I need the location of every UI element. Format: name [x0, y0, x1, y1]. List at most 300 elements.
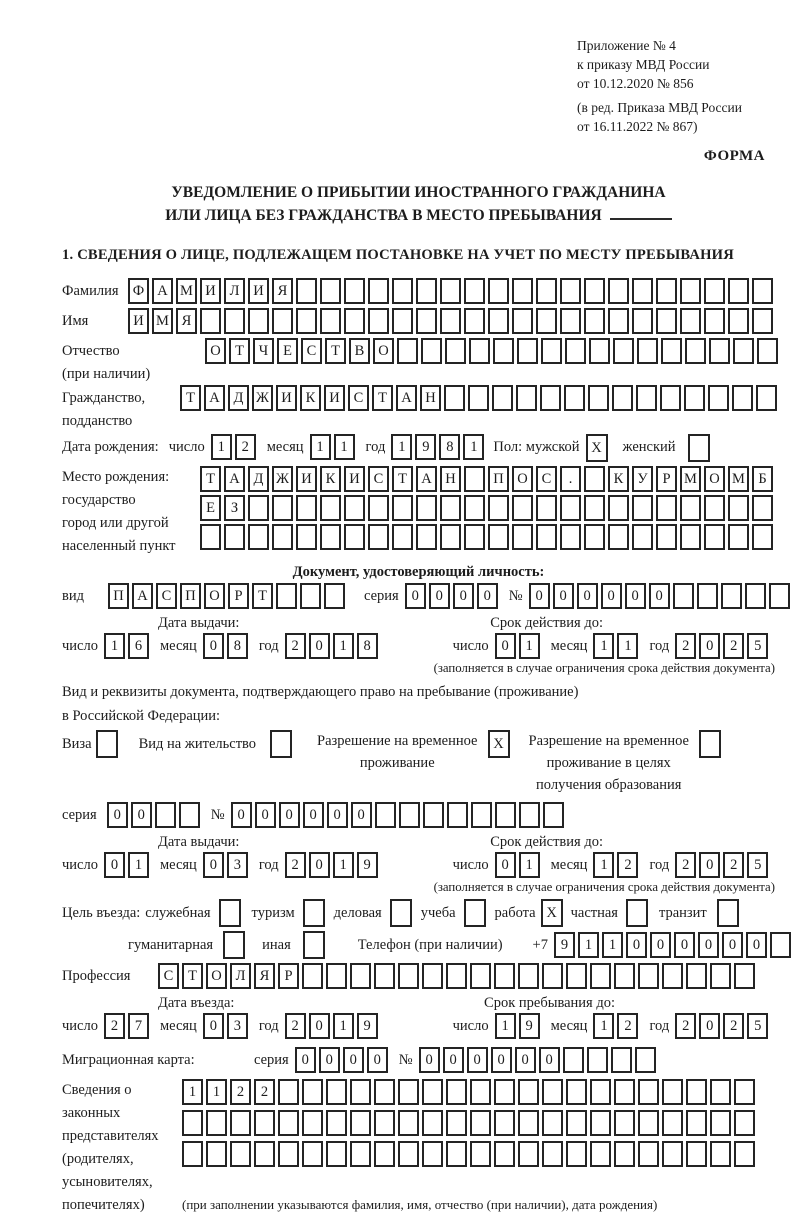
- cell[interactable]: С: [301, 338, 322, 364]
- cell[interactable]: 0: [419, 1047, 440, 1073]
- cell[interactable]: Т: [182, 963, 203, 989]
- cell[interactable]: [416, 495, 437, 521]
- cell[interactable]: 0: [327, 802, 348, 828]
- cell[interactable]: 0: [443, 1047, 464, 1073]
- cell[interactable]: [492, 385, 513, 411]
- cell[interactable]: 0: [477, 583, 498, 609]
- cell[interactable]: [469, 338, 490, 364]
- cell[interactable]: [587, 1047, 608, 1073]
- birth-year-cells[interactable]: [391, 434, 487, 460]
- cell[interactable]: 0: [698, 932, 719, 958]
- cell[interactable]: [728, 308, 749, 334]
- cell[interactable]: [626, 899, 648, 927]
- cell[interactable]: А: [396, 385, 417, 411]
- cell[interactable]: 0: [699, 633, 720, 659]
- stay-day-cells[interactable]: [495, 1013, 543, 1039]
- purpose-official-checkbox[interactable]: [219, 899, 244, 927]
- cell[interactable]: [662, 1141, 683, 1167]
- cell[interactable]: Р: [228, 583, 249, 609]
- cell[interactable]: [494, 1141, 515, 1167]
- purpose-other-checkbox[interactable]: [303, 931, 328, 959]
- cell[interactable]: [422, 963, 443, 989]
- cell[interactable]: [542, 1079, 563, 1105]
- cell[interactable]: [416, 308, 437, 334]
- cell[interactable]: [662, 1110, 683, 1136]
- doc-issued-day-cells[interactable]: [104, 633, 152, 659]
- cell[interactable]: 1: [593, 633, 614, 659]
- cell[interactable]: [470, 1110, 491, 1136]
- cell[interactable]: Н: [420, 385, 441, 411]
- cell[interactable]: [637, 338, 658, 364]
- cell[interactable]: 0: [203, 852, 224, 878]
- cell[interactable]: О: [512, 466, 533, 492]
- cell[interactable]: [704, 524, 725, 550]
- sex-female-checkbox[interactable]: [688, 434, 713, 462]
- profession-cells[interactable]: [158, 963, 758, 989]
- cell[interactable]: П: [488, 466, 509, 492]
- residence-issued-month-cells[interactable]: [203, 852, 251, 878]
- cell[interactable]: 1: [578, 932, 599, 958]
- cell[interactable]: [512, 308, 533, 334]
- cell[interactable]: [272, 308, 293, 334]
- purpose-private-checkbox[interactable]: [626, 899, 651, 927]
- cell[interactable]: И: [344, 466, 365, 492]
- cell[interactable]: [278, 1141, 299, 1167]
- patronymic-cells[interactable]: [205, 338, 781, 364]
- cell[interactable]: 0: [104, 852, 125, 878]
- cell[interactable]: .: [560, 466, 581, 492]
- cell[interactable]: С: [536, 466, 557, 492]
- cell[interactable]: [721, 583, 742, 609]
- cell[interactable]: [708, 385, 729, 411]
- cell[interactable]: [470, 1141, 491, 1167]
- cell[interactable]: Д: [248, 466, 269, 492]
- cell[interactable]: [326, 963, 347, 989]
- cell[interactable]: [444, 385, 465, 411]
- cell[interactable]: Н: [440, 466, 461, 492]
- cell[interactable]: 2: [617, 1013, 638, 1039]
- cell[interactable]: 2: [285, 852, 306, 878]
- cell[interactable]: [248, 308, 269, 334]
- cell[interactable]: [320, 278, 341, 304]
- cell[interactable]: 1: [519, 633, 540, 659]
- cell[interactable]: [398, 1141, 419, 1167]
- cell[interactable]: П: [108, 583, 129, 609]
- cell[interactable]: 5: [747, 1013, 768, 1039]
- cell[interactable]: X: [488, 730, 510, 758]
- purpose-business-checkbox[interactable]: [390, 899, 415, 927]
- cell[interactable]: 7: [128, 1013, 149, 1039]
- entry-day-cells[interactable]: [104, 1013, 152, 1039]
- cell[interactable]: [278, 1110, 299, 1136]
- cell[interactable]: [638, 1141, 659, 1167]
- cell[interactable]: [155, 802, 176, 828]
- cell[interactable]: 0: [699, 1013, 720, 1039]
- cell[interactable]: [614, 1110, 635, 1136]
- cell[interactable]: [769, 583, 790, 609]
- cell[interactable]: [560, 278, 581, 304]
- cell[interactable]: 1: [495, 1013, 516, 1039]
- cell[interactable]: [757, 338, 778, 364]
- cell[interactable]: [416, 524, 437, 550]
- cell[interactable]: [770, 932, 791, 958]
- cell[interactable]: 1: [593, 852, 614, 878]
- cell[interactable]: [374, 963, 395, 989]
- cell[interactable]: [732, 385, 753, 411]
- cell[interactable]: [656, 278, 677, 304]
- cell[interactable]: Т: [325, 338, 346, 364]
- cell[interactable]: С: [368, 466, 389, 492]
- cell[interactable]: [536, 524, 557, 550]
- residence-permit-checkbox[interactable]: [270, 730, 295, 758]
- cell[interactable]: 1: [391, 434, 412, 460]
- cell[interactable]: [302, 1079, 323, 1105]
- birth-month-cells[interactable]: [310, 434, 358, 460]
- cell[interactable]: [590, 1141, 611, 1167]
- residence-valid-year-cells[interactable]: [675, 852, 771, 878]
- cell[interactable]: [440, 495, 461, 521]
- entry-month-cells[interactable]: [203, 1013, 251, 1039]
- citizenship-cells[interactable]: [180, 385, 780, 411]
- cell[interactable]: 1: [182, 1079, 203, 1105]
- cell[interactable]: [656, 524, 677, 550]
- cell[interactable]: [421, 338, 442, 364]
- cell[interactable]: О: [206, 963, 227, 989]
- cell[interactable]: [542, 963, 563, 989]
- cell[interactable]: [752, 524, 773, 550]
- cell[interactable]: 1: [593, 1013, 614, 1039]
- migration-number-cells[interactable]: [419, 1047, 659, 1073]
- cell[interactable]: [230, 1110, 251, 1136]
- cell[interactable]: [590, 1079, 611, 1105]
- cell[interactable]: [398, 1079, 419, 1105]
- cell[interactable]: [589, 338, 610, 364]
- cell[interactable]: [632, 308, 653, 334]
- cell[interactable]: 0: [625, 583, 646, 609]
- cell[interactable]: [517, 338, 538, 364]
- cell[interactable]: 2: [254, 1079, 275, 1105]
- cell[interactable]: [704, 308, 725, 334]
- cell[interactable]: [614, 1141, 635, 1167]
- cell[interactable]: 0: [255, 802, 276, 828]
- cell[interactable]: [206, 1110, 227, 1136]
- cell[interactable]: [638, 1079, 659, 1105]
- cell[interactable]: [320, 308, 341, 334]
- cell[interactable]: [686, 1141, 707, 1167]
- cell[interactable]: [302, 963, 323, 989]
- firstname-cells[interactable]: [128, 308, 776, 334]
- cell[interactable]: [446, 1141, 467, 1167]
- cell[interactable]: [303, 931, 325, 959]
- cell[interactable]: 2: [235, 434, 256, 460]
- cell[interactable]: 1: [519, 852, 540, 878]
- cell[interactable]: 2: [285, 633, 306, 659]
- cell[interactable]: [733, 338, 754, 364]
- cell[interactable]: 2: [675, 1013, 696, 1039]
- residence-issued-year-cells[interactable]: [285, 852, 381, 878]
- cell[interactable]: [734, 1079, 755, 1105]
- cell[interactable]: [541, 338, 562, 364]
- cell[interactable]: 9: [357, 852, 378, 878]
- cell[interactable]: 1: [333, 1013, 354, 1039]
- cell[interactable]: [248, 524, 269, 550]
- cell[interactable]: И: [248, 278, 269, 304]
- cell[interactable]: [656, 308, 677, 334]
- cell[interactable]: [488, 524, 509, 550]
- cell[interactable]: 9: [519, 1013, 540, 1039]
- cell[interactable]: [276, 583, 297, 609]
- cell[interactable]: О: [205, 338, 226, 364]
- cell[interactable]: 9: [357, 1013, 378, 1039]
- cell[interactable]: [704, 495, 725, 521]
- cell[interactable]: [219, 899, 241, 927]
- cell[interactable]: [182, 1141, 203, 1167]
- cell[interactable]: [390, 899, 412, 927]
- doc-kind-cells[interactable]: [108, 583, 348, 609]
- cell[interactable]: 3: [227, 1013, 248, 1039]
- cell[interactable]: [326, 1141, 347, 1167]
- representatives-row2-cells[interactable]: [182, 1110, 758, 1136]
- cell[interactable]: [470, 963, 491, 989]
- cell[interactable]: [710, 1079, 731, 1105]
- cell[interactable]: [278, 1079, 299, 1105]
- cell[interactable]: [326, 1079, 347, 1105]
- cell[interactable]: [756, 385, 777, 411]
- cell[interactable]: [686, 963, 707, 989]
- cell[interactable]: [540, 385, 561, 411]
- cell[interactable]: [350, 1110, 371, 1136]
- cell[interactable]: [464, 495, 485, 521]
- doc-valid-year-cells[interactable]: [675, 633, 771, 659]
- cell[interactable]: [717, 899, 739, 927]
- cell[interactable]: 0: [429, 583, 450, 609]
- cell[interactable]: [560, 524, 581, 550]
- cell[interactable]: [608, 278, 629, 304]
- cell[interactable]: 2: [723, 852, 744, 878]
- cell[interactable]: 2: [617, 852, 638, 878]
- cell[interactable]: [710, 1141, 731, 1167]
- cell[interactable]: [680, 524, 701, 550]
- cell[interactable]: 0: [107, 802, 128, 828]
- cell[interactable]: [699, 730, 721, 758]
- cell[interactable]: [590, 1110, 611, 1136]
- cell[interactable]: Ч: [253, 338, 274, 364]
- cell[interactable]: 0: [203, 633, 224, 659]
- cell[interactable]: Д: [228, 385, 249, 411]
- doc-number-cells[interactable]: [529, 583, 793, 609]
- cell[interactable]: [728, 524, 749, 550]
- cell[interactable]: И: [200, 278, 221, 304]
- cell[interactable]: 0: [626, 932, 647, 958]
- cell[interactable]: [584, 278, 605, 304]
- cell[interactable]: [584, 308, 605, 334]
- sex-male-checkbox[interactable]: [586, 434, 611, 462]
- cell[interactable]: [468, 385, 489, 411]
- residence-valid-month-cells[interactable]: [593, 852, 641, 878]
- cell[interactable]: 1: [333, 633, 354, 659]
- stay-month-cells[interactable]: [593, 1013, 641, 1039]
- cell[interactable]: 0: [649, 583, 670, 609]
- representatives-row1-cells[interactable]: [182, 1079, 758, 1105]
- cell[interactable]: М: [680, 466, 701, 492]
- cell[interactable]: [560, 308, 581, 334]
- cell[interactable]: И: [296, 466, 317, 492]
- doc-issued-month-cells[interactable]: [203, 633, 251, 659]
- cell[interactable]: [494, 963, 515, 989]
- cell[interactable]: Т: [200, 466, 221, 492]
- cell[interactable]: [272, 524, 293, 550]
- cell[interactable]: А: [224, 466, 245, 492]
- cell[interactable]: О: [704, 466, 725, 492]
- cell[interactable]: 0: [577, 583, 598, 609]
- cell[interactable]: [752, 495, 773, 521]
- purpose-work-checkbox[interactable]: [541, 899, 566, 927]
- cell[interactable]: [536, 308, 557, 334]
- cell[interactable]: [96, 730, 118, 758]
- cell[interactable]: И: [324, 385, 345, 411]
- cell[interactable]: [368, 495, 389, 521]
- cell[interactable]: 2: [675, 633, 696, 659]
- doc-issued-year-cells[interactable]: [285, 633, 381, 659]
- cell[interactable]: [518, 1110, 539, 1136]
- cell[interactable]: [612, 385, 633, 411]
- cell[interactable]: [270, 730, 292, 758]
- cell[interactable]: Т: [392, 466, 413, 492]
- cell[interactable]: 0: [491, 1047, 512, 1073]
- cell[interactable]: [536, 278, 557, 304]
- cell[interactable]: [518, 963, 539, 989]
- cell[interactable]: 0: [495, 633, 516, 659]
- residence-valid-day-cells[interactable]: [495, 852, 543, 878]
- cell[interactable]: Т: [180, 385, 201, 411]
- cell[interactable]: [728, 495, 749, 521]
- representatives-row3-cells[interactable]: [182, 1141, 758, 1167]
- cell[interactable]: 0: [453, 583, 474, 609]
- cell[interactable]: [493, 338, 514, 364]
- cell[interactable]: [254, 1141, 275, 1167]
- cell[interactable]: [518, 1141, 539, 1167]
- cell[interactable]: 8: [227, 633, 248, 659]
- cell[interactable]: [248, 495, 269, 521]
- cell[interactable]: [446, 963, 467, 989]
- cell[interactable]: [608, 308, 629, 334]
- cell[interactable]: [704, 278, 725, 304]
- visa-checkbox[interactable]: [96, 730, 121, 758]
- residence-issued-day-cells[interactable]: [104, 852, 152, 878]
- cell[interactable]: [752, 278, 773, 304]
- cell[interactable]: [422, 1110, 443, 1136]
- cell[interactable]: 8: [357, 633, 378, 659]
- cell[interactable]: [686, 1079, 707, 1105]
- cell[interactable]: [566, 1110, 587, 1136]
- cell[interactable]: [446, 1079, 467, 1105]
- cell[interactable]: 0: [539, 1047, 560, 1073]
- cell[interactable]: [563, 1047, 584, 1073]
- cell[interactable]: Т: [372, 385, 393, 411]
- cell[interactable]: [344, 308, 365, 334]
- cell[interactable]: С: [348, 385, 369, 411]
- cell[interactable]: [470, 1079, 491, 1105]
- purpose-study-checkbox[interactable]: [464, 899, 489, 927]
- cell[interactable]: [536, 495, 557, 521]
- cell[interactable]: 1: [463, 434, 484, 460]
- cell[interactable]: [447, 802, 468, 828]
- cell[interactable]: [179, 802, 200, 828]
- cell[interactable]: [374, 1110, 395, 1136]
- cell[interactable]: 1: [602, 932, 623, 958]
- cell[interactable]: 0: [231, 802, 252, 828]
- cell[interactable]: [344, 495, 365, 521]
- cell[interactable]: 0: [303, 802, 324, 828]
- cell[interactable]: К: [300, 385, 321, 411]
- cell[interactable]: 1: [333, 852, 354, 878]
- cell[interactable]: [565, 338, 586, 364]
- cell[interactable]: [397, 338, 418, 364]
- cell[interactable]: [590, 963, 611, 989]
- cell[interactable]: Я: [254, 963, 275, 989]
- cell[interactable]: 2: [675, 852, 696, 878]
- cell[interactable]: 9: [554, 932, 575, 958]
- cell[interactable]: [224, 308, 245, 334]
- cell[interactable]: Т: [252, 583, 273, 609]
- cell[interactable]: [368, 524, 389, 550]
- cell[interactable]: [320, 495, 341, 521]
- cell[interactable]: [416, 278, 437, 304]
- cell[interactable]: [350, 1079, 371, 1105]
- cell[interactable]: [685, 338, 706, 364]
- cell[interactable]: [440, 308, 461, 334]
- cell[interactable]: 0: [131, 802, 152, 828]
- cell[interactable]: [734, 1141, 755, 1167]
- migration-series-cells[interactable]: [295, 1047, 391, 1073]
- cell[interactable]: [224, 524, 245, 550]
- cell[interactable]: С: [158, 963, 179, 989]
- purpose-transit-checkbox[interactable]: [717, 899, 742, 927]
- cell[interactable]: [588, 385, 609, 411]
- cell[interactable]: К: [608, 466, 629, 492]
- cell[interactable]: [494, 1110, 515, 1136]
- cell[interactable]: [734, 963, 755, 989]
- cell[interactable]: [542, 1110, 563, 1136]
- cell[interactable]: [392, 495, 413, 521]
- cell[interactable]: 1: [211, 434, 232, 460]
- doc-valid-day-cells[interactable]: [495, 633, 543, 659]
- cell[interactable]: [254, 1110, 275, 1136]
- cell[interactable]: [710, 1110, 731, 1136]
- cell[interactable]: О: [204, 583, 225, 609]
- cell[interactable]: [423, 802, 444, 828]
- cell[interactable]: [680, 308, 701, 334]
- rvp-edu-checkbox[interactable]: [699, 730, 724, 758]
- rvp-checkbox[interactable]: [488, 730, 513, 758]
- cell[interactable]: 0: [529, 583, 550, 609]
- cell[interactable]: П: [180, 583, 201, 609]
- cell[interactable]: [200, 308, 221, 334]
- cell[interactable]: Р: [656, 466, 677, 492]
- cell[interactable]: [566, 1141, 587, 1167]
- cell[interactable]: [182, 1110, 203, 1136]
- cell[interactable]: К: [320, 466, 341, 492]
- cell[interactable]: Л: [224, 278, 245, 304]
- cell[interactable]: [662, 963, 683, 989]
- cell[interactable]: 9: [415, 434, 436, 460]
- cell[interactable]: [684, 385, 705, 411]
- cell[interactable]: [518, 1079, 539, 1105]
- cell[interactable]: 1: [334, 434, 355, 460]
- cell[interactable]: [206, 1141, 227, 1167]
- cell[interactable]: 0: [319, 1047, 340, 1073]
- cell[interactable]: [445, 338, 466, 364]
